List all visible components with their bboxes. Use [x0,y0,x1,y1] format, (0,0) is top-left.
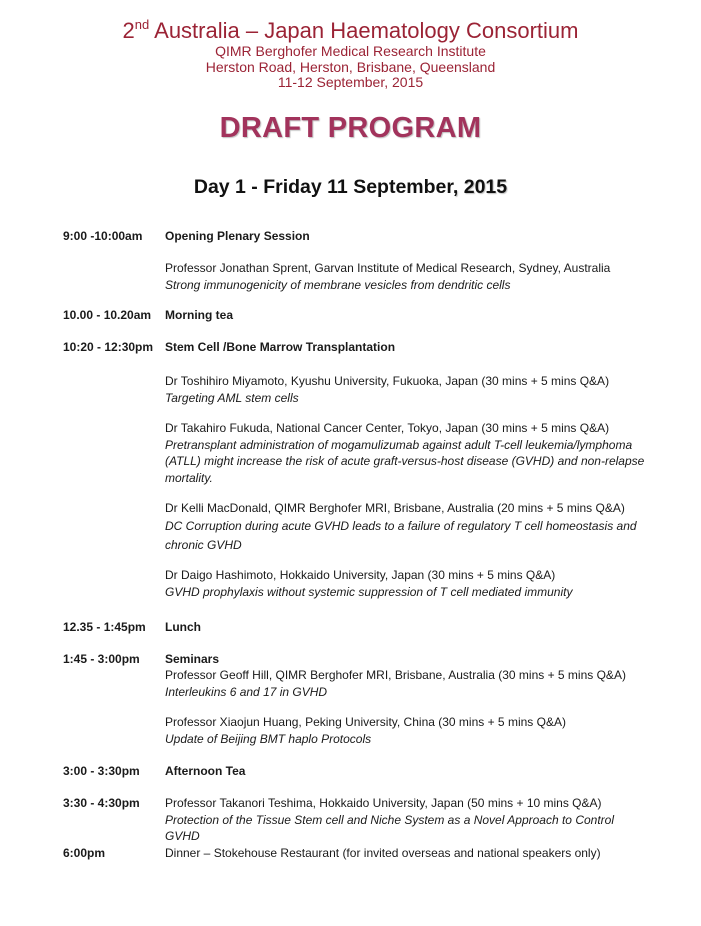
talk-teshima [165,795,645,845]
talk-speaker: Dr Daigo Hashimoto, Hokkaido University, Japan (30 mins + 5 mins Q&A) [165,568,556,582]
conference-ordinal-suffix: nd [134,17,150,32]
talk-speaker: Dr Takahiro Fukuda, National Cancer Center, Tokyo, Japan (30 mins + 5 mins Q&A) [165,421,610,435]
conference-name: Australia – Japan Haematology Consortium [154,18,579,43]
talk-hashimoto [165,567,645,600]
talk-title: Interleukins 6 and 17 in GVHD [165,684,328,699]
day-year: , 2015 [452,176,508,198]
conference-title [0,18,701,44]
talk-hill [165,667,645,700]
talk-speaker: Professor Jonathan Sprent, Garvan Institute of Medical Research, Sydney, Australia [165,261,611,275]
talk-title: GVHD prophylaxis without systemic suppression of T cell mediated immunity [165,584,573,599]
session-time: 3:00 - 3:30pm [63,764,140,778]
conference-dates: 11-12 September, 2015 [277,74,424,90]
talk-speaker: Dr Kelli MacDonald, QIMR Berghofer MRI, Brisbane, Australia (20 mins + 5 mins Q&A) [165,501,625,515]
session-time: 12.35 - 1:45pm [63,620,146,634]
institute-address: Herston Road, Herston, Brisbane, Queensland [205,58,496,75]
talk-title: DC Corruption during acute GVHD leads to a failure of regulatory T cell homeostasis and chronic GVHD [165,518,637,552]
session-time: 10.00 - 10.20am [63,308,152,322]
talk-huang [165,714,645,747]
session-time: 9:00 -10:00am [63,229,143,243]
talk-speaker: Professor Geoff Hill, QIMR Berghofer MRI, Brisbane, Australia (30 mins + 5 mins Q&A) [165,668,626,682]
session-title: Stem Cell /Bone Marrow Transplantation [165,340,396,354]
talk-fukuda [165,420,645,486]
session-title: Lunch [165,620,201,634]
session-time: 3:30 - 4:30pm [63,796,140,810]
talk-speaker: Professor Takanori Teshima, Hokkaido University, Japan (50 mins + 10 mins Q&A) [165,796,602,810]
session-title: Dinner – Stokehouse Restaurant (for invited overseas and national speakers only) [165,846,601,860]
day-heading [0,176,701,199]
draft-program-heading: DRAFT PROGRAM [219,112,482,144]
session-title: Afternoon Tea [165,764,246,778]
talk-title: Strong immunogenicity of membrane vesicles from dendritic cells [165,277,511,292]
talk-speaker: Professor Xiaojun Huang, Peking University, China (30 mins + 5 mins Q&A) [165,715,566,729]
talk-macdonald [165,500,645,556]
day-label: Day 1 - Friday 11 September [193,176,453,198]
talk-title: Protection of the Tissue Stem cell and Niche System as a Novel Approach to Control GVHD [165,812,614,843]
talk-speaker: Dr Toshihiro Miyamoto, Kyushu University, Fukuoka, Japan (30 mins + 5 mins Q&A) [165,374,610,388]
session-time: 10:20 - 12:30pm [63,340,154,354]
conference-header [0,18,701,91]
talk-sprent [165,260,645,293]
talk-title: Pretransplant administration of mogamulizumab against adult T-cell leukemia/lymphoma (ATLL) might increase the risk of acute graft-versus-host disease (GVHD) and non-relapse mortality. [165,437,645,485]
institute-name: QIMR Berghofer Medical Research Institute [215,43,486,59]
session-time: 1:45 - 3:00pm [63,652,140,666]
session-title: Opening Plenary Session [165,229,310,243]
talk-title: Targeting AML stem cells [165,390,299,405]
session-title: Morning tea [165,308,233,322]
conference-ordinal: 2 [122,18,135,43]
talk-title: Update of Beijing BMT haplo Protocols [165,731,372,746]
session-time: 6:00pm [63,846,106,860]
session-title: Seminars [165,652,220,666]
talk-miyamoto [165,373,645,406]
